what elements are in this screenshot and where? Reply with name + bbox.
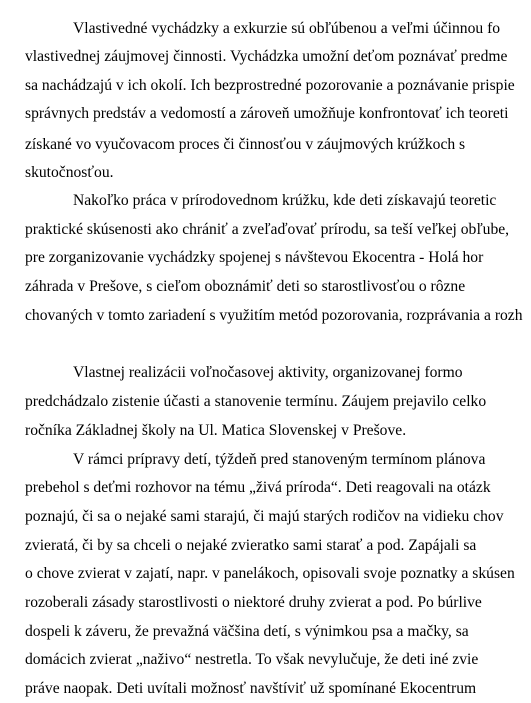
text-line: predchádzalo zistenie účasti a stanovenie termínu. Záujem prejavilo celko xyxy=(25,393,487,410)
text-line: pre zorganizovanie vychádzky spojenej s návštevou Ekocentra - Holá hor xyxy=(25,249,484,266)
text-line: poznajú, či sa o nejaké sami starajú, či majú starých rodičov na vidieku chov xyxy=(25,508,504,525)
text-line: získané vo vyučovacom proces či činnosťou v záujmových krúžkoch s xyxy=(25,136,466,153)
text-line: záhrada v Prešove, s cieľom oboznámiť deti so starostlivosťou o rôzne xyxy=(25,278,466,295)
text-line: Vlastnej realizácii voľnočasovej aktivity, organizovanej formo xyxy=(73,364,463,381)
text-line: Vlastivedné vychádzky a exkurzie sú obľúbenou a veľmi účinnou fo xyxy=(73,20,501,37)
text-line: prebehol s deťmi rozhovor na tému „živá príroda“. Deti reagovali na otázk xyxy=(25,479,491,496)
text-line: rozoberali zásady starostlivosti o niektoré druhy zvierat a pod. Po búrlive xyxy=(25,594,482,611)
text-line: V rámci prípravy detí, týždeň pred stanoveným termínom plánova xyxy=(73,451,486,468)
text-line: zvieratá, či by sa chceli o nejaké zvieratko sami starať a pod. Zapájali sa xyxy=(25,537,477,554)
text-line: chovaných v tomto zariadení s využitím metód pozorovania, rozprávania a rozh xyxy=(25,307,523,324)
text-line: domácich zvierat „naživo“ nestretla. To však nevylučuje, že deti iné zvie xyxy=(25,651,479,668)
text-line: práve naopak. Deti uvítali možnosť navštíviť už spomínané Ekocentrum xyxy=(25,680,477,697)
text-line: skutočnosťou. xyxy=(25,164,114,181)
text-line: dospeli k záveru, že prevažná väčšina detí, s výnimkou psa a mačky, sa xyxy=(25,623,469,640)
text-line: ročníka Základnej školy na Ul. Matica Slovenskej v Prešove. xyxy=(25,422,407,439)
text-line: sa nachádzajú v ich okolí. Ich bezprostredné pozorovanie a poznávanie prispie xyxy=(25,77,515,94)
text-line: praktické skúsenosti ako chrániť a zveľaďovať prírodu, sa teší veľkej obľube, xyxy=(25,221,510,238)
text-line: o chove zvierat v zajatí, napr. v panelákoch, opisovali svoje poznatky a skúsen xyxy=(25,565,515,582)
text-line: vlastivednej záujmovej činnosti. Vychádzka umožní deťom poznávať predme xyxy=(25,48,508,65)
text-line: správnych predstáv a vedomostí a zároveň umožňuje konfrontovať ich teoreti xyxy=(25,105,509,122)
text-line: Nakoľko práca v prírodovednom krúžku, kde deti získavajú teoretic xyxy=(73,192,497,209)
